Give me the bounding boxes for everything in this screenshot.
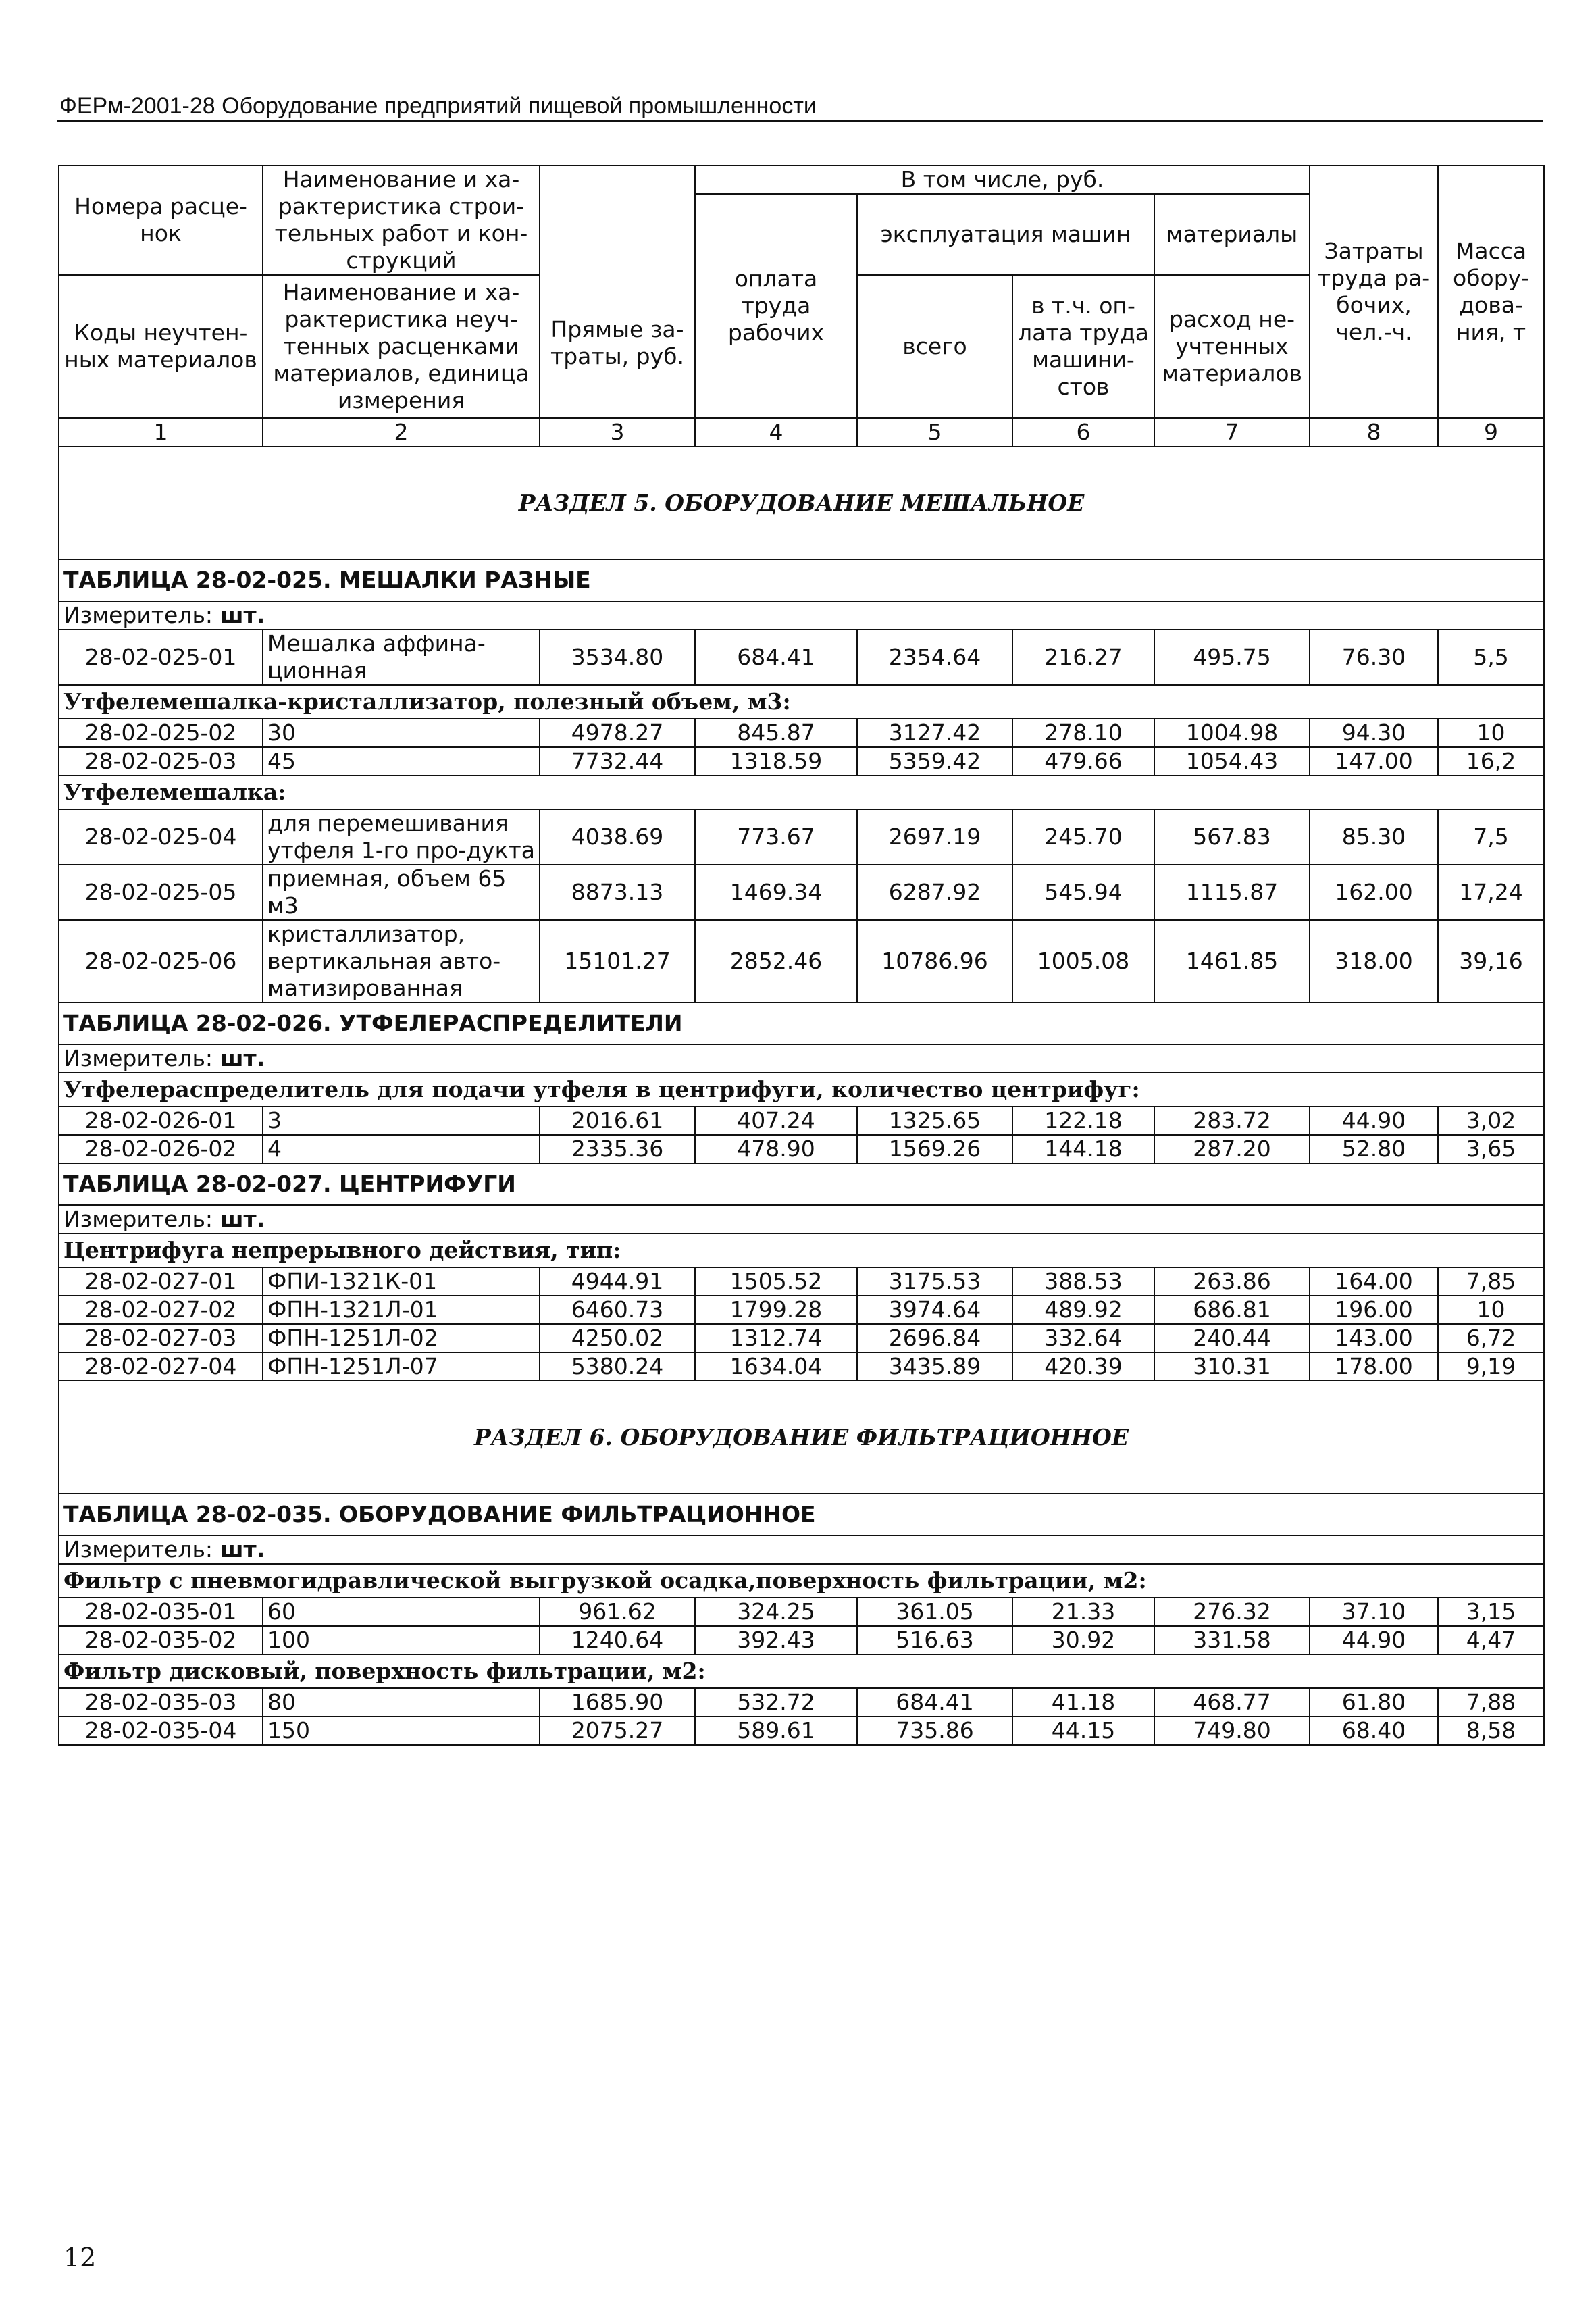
cell-labor-pay: 1505.52 <box>695 1267 857 1296</box>
cell-rate-code: 28-02-025-01 <box>59 630 263 685</box>
table-title: ТАБЛИЦА 28-02-035. ОБОРУДОВАНИЕ ФИЛЬТРАЦИОННОЕ <box>59 1494 1544 1535</box>
cell-machinist-pay: 41.18 <box>1012 1688 1154 1717</box>
cell-materials: 276.32 <box>1154 1598 1310 1626</box>
cell-work-name: ФПН-1321Л-01 <box>263 1296 540 1324</box>
table-row <box>59 1598 1544 1626</box>
header-direct-costs: Прямые за-траты, руб. <box>540 166 695 418</box>
cell-direct-costs: 2016.61 <box>540 1107 695 1135</box>
group-heading: Центрифуга непрерывного действия, тип: <box>59 1234 1544 1267</box>
cell-work-name: ФПН-1251Л-02 <box>263 1324 540 1352</box>
cell-machine-total: 6287.92 <box>857 865 1012 920</box>
measure-unit: шт. <box>220 1206 265 1232</box>
cell-machine-total: 2696.84 <box>857 1324 1012 1352</box>
cell-work-name: кристаллизатор, вертикальная авто-матизированная <box>263 920 540 1002</box>
table-row <box>59 1296 1544 1324</box>
measure-unit: шт. <box>220 1045 265 1071</box>
table-row <box>59 630 1544 685</box>
measure-label: Измеритель: <box>63 602 213 628</box>
cell-work-name: приемная, объем 65 м3 <box>263 865 540 920</box>
cell-direct-costs: 1240.64 <box>540 1626 695 1654</box>
cell-machinist-pay: 44.15 <box>1012 1717 1154 1745</box>
cell-rate-code: 28-02-035-01 <box>59 1598 263 1626</box>
measure-unit: шт. <box>220 1536 265 1562</box>
cell-work-name: 30 <box>263 719 540 747</box>
cell-rate-code: 28-02-035-02 <box>59 1626 263 1654</box>
cell-machinist-pay: 479.66 <box>1012 747 1154 776</box>
group-heading: Утфелемешалка: <box>59 776 1544 809</box>
cell-labor-pay: 1799.28 <box>695 1296 857 1324</box>
measure-label: Измеритель: <box>63 1045 213 1071</box>
cell-labor-hours: 61.80 <box>1310 1688 1438 1717</box>
cell-work-name: 100 <box>263 1626 540 1654</box>
cell-direct-costs: 4978.27 <box>540 719 695 747</box>
table-title: ТАБЛИЦА 28-02-027. ЦЕНТРИФУГИ <box>59 1163 1544 1205</box>
cell-labor-hours: 44.90 <box>1310 1107 1438 1135</box>
cell-equipment-mass: 3,02 <box>1438 1107 1544 1135</box>
cell-direct-costs: 4250.02 <box>540 1324 695 1352</box>
header-material-name: Наименование и ха-рактеристика неуч-тенных расценками материалов, единица измерения <box>263 275 540 418</box>
header-material-codes: Коды неучтен-ных материалов <box>59 275 263 418</box>
column-number: 2 <box>263 418 540 447</box>
header-materials: материалы <box>1154 194 1310 275</box>
table-row <box>59 1717 1544 1745</box>
cell-direct-costs: 2075.27 <box>540 1717 695 1745</box>
rates-table <box>58 165 1545 1746</box>
cell-materials: 1115.87 <box>1154 865 1310 920</box>
cell-rate-code: 28-02-027-02 <box>59 1296 263 1324</box>
cell-materials: 240.44 <box>1154 1324 1310 1352</box>
header-labor-hours: Затраты труда ра-бочих, чел.-ч. <box>1310 166 1438 418</box>
cell-machine-total: 2354.64 <box>857 630 1012 685</box>
cell-equipment-mass: 7,88 <box>1438 1688 1544 1717</box>
table-title: ТАБЛИЦА 28-02-025. МЕШАЛКИ РАЗНЫЕ <box>59 559 1544 601</box>
cell-direct-costs: 8873.13 <box>540 865 695 920</box>
cell-labor-hours: 37.10 <box>1310 1598 1438 1626</box>
cell-rate-code: 28-02-025-04 <box>59 809 263 865</box>
cell-machinist-pay: 332.64 <box>1012 1324 1154 1352</box>
table-row <box>59 1626 1544 1654</box>
cell-materials: 495.75 <box>1154 630 1310 685</box>
cell-machinist-pay: 489.92 <box>1012 1296 1154 1324</box>
column-number: 9 <box>1438 418 1544 447</box>
section-title: РАЗДЕЛ 5. ОБОРУДОВАНИЕ МЕШАЛЬНОЕ <box>59 447 1544 559</box>
header-work-name: Наименование и ха-рактеристика строи-тельных работ и кон-струкций <box>263 166 540 275</box>
measure-line <box>59 1205 1544 1234</box>
cell-labor-pay: 532.72 <box>695 1688 857 1717</box>
cell-work-name: 80 <box>263 1688 540 1717</box>
cell-rate-code: 28-02-025-05 <box>59 865 263 920</box>
group-heading: Утфелераспределитель для подачи утфеля в центрифуги, количество центрифуг: <box>59 1073 1544 1107</box>
cell-direct-costs: 4944.91 <box>540 1267 695 1296</box>
cell-labor-hours: 147.00 <box>1310 747 1438 776</box>
cell-materials: 1461.85 <box>1154 920 1310 1002</box>
cell-equipment-mass: 8,58 <box>1438 1717 1544 1745</box>
cell-machinist-pay: 545.94 <box>1012 865 1154 920</box>
cell-labor-pay: 1469.34 <box>695 865 857 920</box>
measure-line <box>59 1044 1544 1073</box>
cell-direct-costs: 3534.80 <box>540 630 695 685</box>
cell-equipment-mass: 7,5 <box>1438 809 1544 865</box>
cell-machinist-pay: 30.92 <box>1012 1626 1154 1654</box>
cell-machine-total: 3435.89 <box>857 1352 1012 1381</box>
column-number: 4 <box>695 418 857 447</box>
table-row <box>59 865 1544 920</box>
cell-labor-hours: 94.30 <box>1310 719 1438 747</box>
cell-machine-total: 3974.64 <box>857 1296 1012 1324</box>
cell-direct-costs: 5380.24 <box>540 1352 695 1381</box>
cell-equipment-mass: 3,65 <box>1438 1135 1544 1163</box>
header-machine-total: всего <box>857 275 1012 418</box>
cell-equipment-mass: 4,47 <box>1438 1626 1544 1654</box>
cell-direct-costs: 1685.90 <box>540 1688 695 1717</box>
table-row <box>59 747 1544 776</box>
cell-work-name: 45 <box>263 747 540 776</box>
column-number: 5 <box>857 418 1012 447</box>
table-row <box>59 1107 1544 1135</box>
cell-work-name: 60 <box>263 1598 540 1626</box>
page-number: 12 <box>63 2243 97 2272</box>
cell-machine-total: 2697.19 <box>857 809 1012 865</box>
cell-direct-costs: 961.62 <box>540 1598 695 1626</box>
cell-labor-pay: 407.24 <box>695 1107 857 1135</box>
cell-work-name: 150 <box>263 1717 540 1745</box>
cell-machine-total: 5359.42 <box>857 747 1012 776</box>
cell-labor-hours: 164.00 <box>1310 1267 1438 1296</box>
header-rate-numbers: Номера расце-нок <box>59 166 263 275</box>
measure-unit: шт. <box>220 602 265 628</box>
column-number: 1 <box>59 418 263 447</box>
cell-labor-pay: 773.67 <box>695 809 857 865</box>
cell-labor-hours: 196.00 <box>1310 1296 1438 1324</box>
table-row <box>59 920 1544 1002</box>
cell-machinist-pay: 21.33 <box>1012 1598 1154 1626</box>
cell-labor-pay: 1318.59 <box>695 747 857 776</box>
cell-equipment-mass: 39,16 <box>1438 920 1544 1002</box>
cell-work-name: Мешалка аффина-ционная <box>263 630 540 685</box>
cell-equipment-mass: 3,15 <box>1438 1598 1544 1626</box>
cell-machine-total: 735.86 <box>857 1717 1012 1745</box>
cell-machine-total: 684.41 <box>857 1688 1012 1717</box>
cell-rate-code: 28-02-035-03 <box>59 1688 263 1717</box>
cell-labor-hours: 162.00 <box>1310 865 1438 920</box>
column-number: 6 <box>1012 418 1154 447</box>
cell-machine-total: 1569.26 <box>857 1135 1012 1163</box>
cell-rate-code: 28-02-026-02 <box>59 1135 263 1163</box>
table-row <box>59 1352 1544 1381</box>
measure-line <box>59 1535 1544 1564</box>
measure-label: Измеритель: <box>63 1206 213 1232</box>
cell-equipment-mass: 10 <box>1438 1296 1544 1324</box>
table-row <box>59 1688 1544 1717</box>
header-material-consumption: расход не-учтенных материалов <box>1154 275 1310 418</box>
cell-rate-code: 28-02-027-01 <box>59 1267 263 1296</box>
cell-rate-code: 28-02-027-04 <box>59 1352 263 1381</box>
cell-work-name: ФПН-1251Л-07 <box>263 1352 540 1381</box>
cell-direct-costs: 7732.44 <box>540 747 695 776</box>
cell-labor-pay: 2852.46 <box>695 920 857 1002</box>
cell-machinist-pay: 1005.08 <box>1012 920 1154 1002</box>
cell-labor-pay: 1312.74 <box>695 1324 857 1352</box>
cell-rate-code: 28-02-025-03 <box>59 747 263 776</box>
document-header: ФЕРм-2001-28 Оборудование предприятий пищевой промышленности <box>59 93 817 119</box>
cell-equipment-mass: 7,85 <box>1438 1267 1544 1296</box>
cell-labor-hours: 52.80 <box>1310 1135 1438 1163</box>
cell-labor-hours: 85.30 <box>1310 809 1438 865</box>
cell-equipment-mass: 9,19 <box>1438 1352 1544 1381</box>
cell-materials: 263.86 <box>1154 1267 1310 1296</box>
header-labor-pay: оплата труда рабочих <box>695 194 857 418</box>
header-machine-operation: эксплуатация машин <box>857 194 1154 275</box>
cell-materials: 331.58 <box>1154 1626 1310 1654</box>
cell-machinist-pay: 122.18 <box>1012 1107 1154 1135</box>
cell-machine-total: 3175.53 <box>857 1267 1012 1296</box>
cell-labor-hours: 76.30 <box>1310 630 1438 685</box>
cell-labor-pay: 684.41 <box>695 630 857 685</box>
table-row <box>59 1135 1544 1163</box>
cell-machinist-pay: 388.53 <box>1012 1267 1154 1296</box>
cell-machine-total: 10786.96 <box>857 920 1012 1002</box>
cell-equipment-mass: 16,2 <box>1438 747 1544 776</box>
cell-direct-costs: 4038.69 <box>540 809 695 865</box>
measure-label: Измеритель: <box>63 1536 213 1562</box>
cell-rate-code: 28-02-035-04 <box>59 1717 263 1745</box>
cell-materials: 283.72 <box>1154 1107 1310 1135</box>
group-heading: Фильтр с пневмогидравлической выгрузкой осадка,поверхность фильтрации, м2: <box>59 1564 1544 1598</box>
table-title: ТАБЛИЦА 28-02-026. УТФЕЛЕРАСПРЕДЕЛИТЕЛИ <box>59 1002 1544 1044</box>
cell-machinist-pay: 216.27 <box>1012 630 1154 685</box>
cell-equipment-mass: 10 <box>1438 719 1544 747</box>
cell-materials: 567.83 <box>1154 809 1310 865</box>
measure-line <box>59 601 1544 630</box>
cell-machinist-pay: 144.18 <box>1012 1135 1154 1163</box>
cell-labor-hours: 178.00 <box>1310 1352 1438 1381</box>
cell-work-name: 3 <box>263 1107 540 1135</box>
cell-labor-pay: 324.25 <box>695 1598 857 1626</box>
table-row <box>59 809 1544 865</box>
header-including: В том числе, руб. <box>695 166 1310 194</box>
table-row <box>59 719 1544 747</box>
cell-machine-total: 361.05 <box>857 1598 1012 1626</box>
cell-materials: 1004.98 <box>1154 719 1310 747</box>
cell-direct-costs: 15101.27 <box>540 920 695 1002</box>
group-heading: Утфелемешалка-кристаллизатор, полезный объем, м3: <box>59 685 1544 719</box>
cell-labor-pay: 392.43 <box>695 1626 857 1654</box>
cell-materials: 749.80 <box>1154 1717 1310 1745</box>
cell-work-name: для перемешивания утфеля 1-го про-дукта <box>263 809 540 865</box>
cell-materials: 1054.43 <box>1154 747 1310 776</box>
cell-rate-code: 28-02-027-03 <box>59 1324 263 1352</box>
cell-labor-hours: 44.90 <box>1310 1626 1438 1654</box>
cell-materials: 686.81 <box>1154 1296 1310 1324</box>
table-row <box>59 1324 1544 1352</box>
cell-direct-costs: 6460.73 <box>540 1296 695 1324</box>
cell-materials: 310.31 <box>1154 1352 1310 1381</box>
cell-materials: 287.20 <box>1154 1135 1310 1163</box>
cell-labor-hours: 318.00 <box>1310 920 1438 1002</box>
cell-machinist-pay: 420.39 <box>1012 1352 1154 1381</box>
cell-machinist-pay: 245.70 <box>1012 809 1154 865</box>
column-number: 7 <box>1154 418 1310 447</box>
cell-equipment-mass: 17,24 <box>1438 865 1544 920</box>
cell-direct-costs: 2335.36 <box>540 1135 695 1163</box>
cell-rate-code: 28-02-026-01 <box>59 1107 263 1135</box>
cell-machine-total: 516.63 <box>857 1626 1012 1654</box>
cell-work-name: ФПИ-1321К-01 <box>263 1267 540 1296</box>
column-number: 3 <box>540 418 695 447</box>
cell-machine-total: 3127.42 <box>857 719 1012 747</box>
header-rule <box>57 120 1543 122</box>
cell-machinist-pay: 278.10 <box>1012 719 1154 747</box>
cell-labor-hours: 143.00 <box>1310 1324 1438 1352</box>
cell-labor-pay: 589.61 <box>695 1717 857 1745</box>
cell-labor-hours: 68.40 <box>1310 1717 1438 1745</box>
cell-rate-code: 28-02-025-06 <box>59 920 263 1002</box>
cell-work-name: 4 <box>263 1135 540 1163</box>
header-mass: Масса обору-дова-ния, т <box>1438 166 1544 418</box>
cell-rate-code: 28-02-025-02 <box>59 719 263 747</box>
cell-equipment-mass: 5,5 <box>1438 630 1544 685</box>
header-machinist-pay: в т.ч. оп-лата труда машини-стов <box>1012 275 1154 418</box>
cell-materials: 468.77 <box>1154 1688 1310 1717</box>
cell-equipment-mass: 6,72 <box>1438 1324 1544 1352</box>
group-heading: Фильтр дисковый, поверхность фильтрации, м2: <box>59 1654 1544 1688</box>
cell-labor-pay: 1634.04 <box>695 1352 857 1381</box>
cell-labor-pay: 478.90 <box>695 1135 857 1163</box>
table-row <box>59 1267 1544 1296</box>
section-title: РАЗДЕЛ 6. ОБОРУДОВАНИЕ ФИЛЬТРАЦИОННОЕ <box>59 1381 1544 1494</box>
cell-machine-total: 1325.65 <box>857 1107 1012 1135</box>
column-number: 8 <box>1310 418 1438 447</box>
cell-labor-pay: 845.87 <box>695 719 857 747</box>
